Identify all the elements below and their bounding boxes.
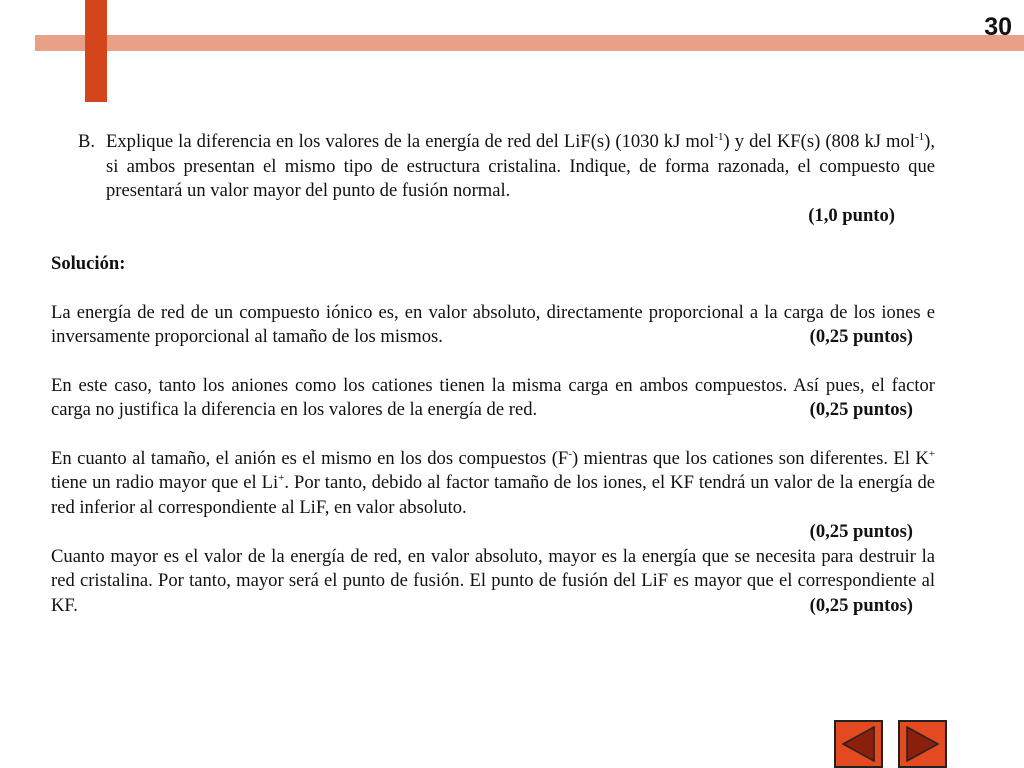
accent-bar bbox=[85, 0, 107, 102]
solution-paragraph-1: La energía de red de un compuesto iónico es, en valor absoluto, directamente proporcional a la carga de los iones e inversamente proporcional al tamaño de los mismos. bbox=[51, 301, 935, 347]
question-text: Explique la diferencia en los valores de la energía de red del LiF(s) (1030 kJ mol$^{-1}$) y del KF(s) (808 kJ mol$^{-1}$), si ambos presentan el mismo tipo de estructura cristalina. Indique, de forma razonada, el compuesto que presentará un valor mayor del punto de fusión normal. bbox=[106, 130, 935, 201]
question-letter: B. bbox=[78, 131, 96, 152]
page-number: 30 bbox=[984, 13, 1012, 41]
arrow-right-icon bbox=[900, 722, 945, 766]
previous-slide-button[interactable] bbox=[834, 720, 883, 768]
solution-paragraph-4: Cuanto mayor es el valor de la energía de red, en valor absoluto, mayor es la energía que se necesita para destruir la red cristalina. Por tanto, mayor será el punto de fusión. El punto de fusión del LiF es mayor que el correspondiente al KF. bbox=[51, 545, 935, 616]
solution-points-3: (0,25 puntos) bbox=[809, 521, 913, 542]
next-slide-button[interactable] bbox=[898, 720, 947, 768]
arrow-left-icon bbox=[836, 722, 881, 766]
solution-paragraph-3: En cuanto al tamaño, el anión es el mismo en los dos compuestos (F-) mientras que los cationes son diferentes. El K+ tiene un radio mayor que el Li+. Por tanto, debido al factor tamaño de los iones, el KF tendrá un valor de la energía de red inferior al correspondiente al LiF, en valor absoluto. bbox=[51, 447, 936, 518]
header-bar bbox=[35, 35, 1024, 51]
question-block bbox=[51, 130, 935, 228]
question-points: (1,0 punto) bbox=[808, 204, 895, 226]
slide-content bbox=[51, 130, 935, 618]
solution-points-4: (0,25 puntos) bbox=[809, 594, 913, 616]
solution-label: Solución: bbox=[51, 253, 126, 274]
solution-points-2: (0,25 puntos) bbox=[809, 399, 913, 420]
solution-points-1: (0,25 puntos) bbox=[809, 326, 913, 347]
solution-paragraph-2: En este caso, tanto los aniones como los cationes tienen la misma carga en ambos compuestos. Así pues, el factor carga no justifica la diferencia en los valores de la energía de red. bbox=[51, 374, 935, 420]
